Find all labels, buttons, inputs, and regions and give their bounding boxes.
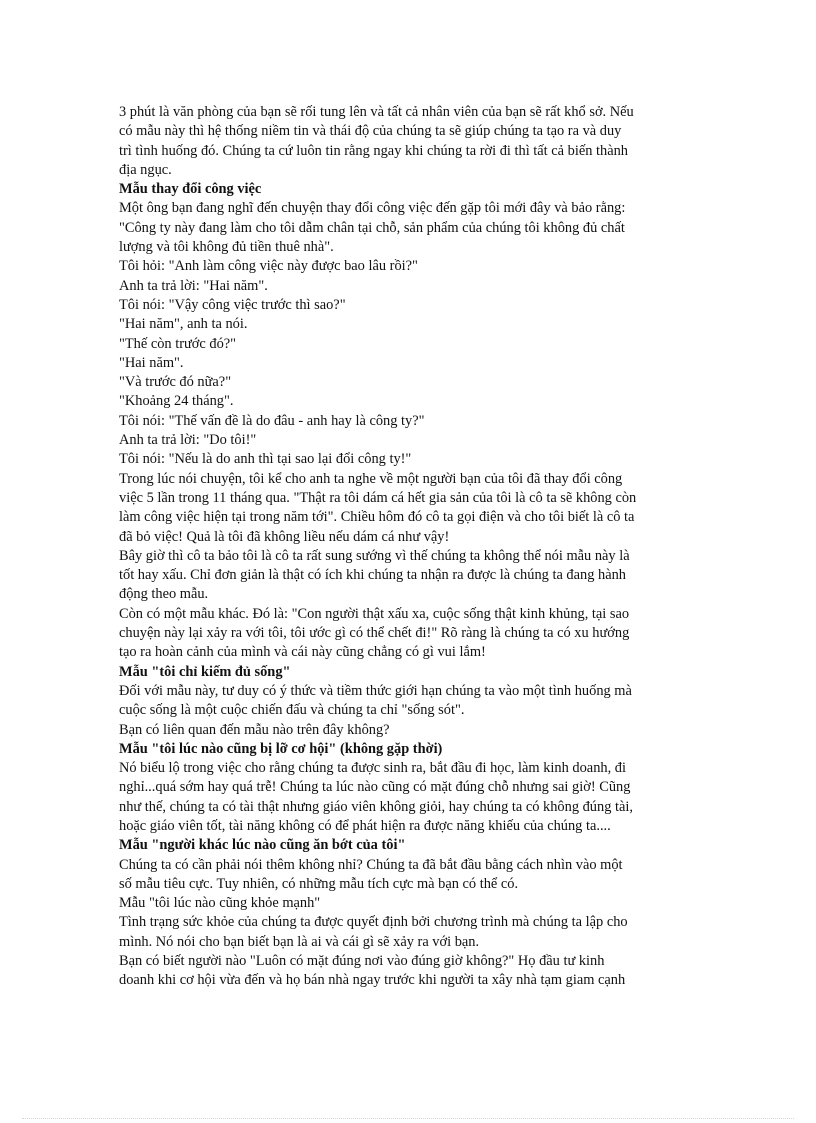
text-line: Anh ta trả lời: "Hai năm". — [119, 277, 268, 294]
text-line: cuộc sống là một cuộc chiến đấu và chúng ta chỉ "sống sót". — [119, 702, 465, 719]
text-line: "Và trước đó nữa?" — [119, 374, 232, 391]
text-line: động theo mẫu. — [119, 586, 209, 603]
section-heading: Mẫu thay đổi công việc — [119, 181, 262, 198]
text-line: Còn có một mẫu khác. Đó là: "Con người thật xấu xa, cuộc sống thật kinh khủng, tại sao — [119, 605, 630, 622]
text-line: Bạn có biết người nào "Luôn có mặt đúng nơi vào đúng giờ không?" Họ đầu tư kinh — [119, 953, 605, 970]
section-heading: Mẫu "tôi chỉ kiếm đủ sống" — [119, 663, 291, 680]
text-line: có mẫu này thì hệ thống niềm tin và thái độ của chúng ta sẽ giúp chúng ta tạo ra và duy — [119, 123, 622, 140]
text-line: địa ngục. — [119, 161, 172, 178]
text-line: Đối với mẫu này, tư duy có ý thức và tiềm thức giới hạn chúng ta vào một tình huống mà — [119, 682, 632, 699]
text-line: lượng và tôi không đủ tiền thuê nhà". — [119, 239, 334, 256]
text-line: mình. Nó nói cho bạn biết bạn là ai và cái gì sẽ xảy ra với bạn. — [119, 933, 480, 950]
text-line: chuyện này lại xảy ra với tôi, tôi ước gì có thể chết đi!" Rõ ràng là chúng ta có xu hướng — [119, 625, 630, 642]
document-page — [119, 103, 701, 991]
text-line: Tôi nói: "Vậy công việc trước thì sao?" — [119, 296, 346, 313]
text-line: nghỉ...quá sớm hay quá trễ! Chúng ta lúc nào cũng có mặt đúng chỗ nhưng sai giờ! Cũng — [119, 779, 631, 796]
text-line: Trong lúc nói chuyện, tôi kể cho anh ta nghe về một người bạn của tôi đã thay đổi công — [119, 470, 623, 487]
text-line: "Khoảng 24 tháng". — [119, 393, 234, 410]
text-line: hoặc giáo viên tốt, tài năng không có để phát hiện ra được năng khiếu của chúng ta.... — [119, 817, 611, 834]
text-line: như thế, chúng ta có tài thật nhưng giáo viên không giỏi, hay chúng ta có không đúng tài, — [119, 798, 633, 815]
text-line: Một ông bạn đang nghĩ đến chuyện thay đổi công việc đến gặp tôi mới đây và bảo rằng: — [119, 200, 626, 217]
section-heading: Mẫu "người khác lúc nào cũng ăn bớt của tôi" — [119, 837, 406, 854]
text-line: "Thế còn trước đó?" — [119, 335, 237, 352]
text-line: Bây giờ thì cô ta bảo tôi là cô ta rất sung sướng vì thế chúng ta không thể nói mẫu này là — [119, 547, 630, 564]
footer-divider — [22, 1118, 794, 1119]
text-line: "Hai năm". — [119, 354, 184, 371]
text-line: Chúng ta có cần phải nói thêm không nhỉ? Chúng ta đã bắt đầu bằng cách nhìn vào một — [119, 856, 623, 873]
text-line: 3 phút là văn phòng của bạn sẽ rối tung lên và tất cả nhân viên của bạn sẽ rất khổ sở. Nếu — [119, 104, 634, 120]
text-line: Tình trạng sức khỏe của chúng ta được quyết định bởi chương trình mà chúng ta lập cho — [119, 914, 628, 931]
text-line: trì tình huống đó. Chúng ta cứ luôn tin rằng ngay khi chúng ta rời đi thì tất cả biến thành — [119, 142, 628, 159]
text-line: làm công việc hiện tại trong năm tới". Chiều hôm đó cô ta gọi điện và cho tôi biết là cô ta — [119, 509, 635, 526]
text-line: Tôi nói: "Thế vấn đề là do đâu - anh hay là công ty?" — [119, 412, 425, 429]
text-line: số mẫu tiêu cực. Tuy nhiên, có những mẫu tích cực mà bạn có thể có. — [119, 875, 519, 892]
text-line: "Công ty này đang làm cho tôi dẫm chân tại chỗ, sản phẩm của chúng tôi không đủ chất — [119, 219, 625, 236]
text-line: tạo ra hoàn cảnh của mình và cái này cũng chẳng có gì vui lắm! — [119, 644, 486, 661]
text-line: đã bỏ việc! Quả là tôi đã không liều nếu dám cá như vậy! — [119, 528, 450, 545]
text-line: việc 5 lần trong 11 tháng qua. "Thật ra tôi dám cá hết gia sản của tôi là cô ta sẽ không còn — [119, 489, 637, 506]
text-line: Nó biểu lộ trong việc cho rằng chúng ta được sinh ra, bắt đầu đi học, làm kinh doanh, đi — [119, 760, 626, 777]
text-line: Bạn có liên quan đến mẫu nào trên đây không? — [119, 721, 390, 738]
text-line: Tôi nói: "Nếu là do anh thì tại sao lại đổi công ty!" — [119, 451, 412, 468]
text-line: Tôi hỏi: "Anh làm công việc này được bao lâu rồi?" — [119, 258, 418, 275]
text-line: doanh khi cơ hội vừa đến và họ bán nhà ngay trước khi người ta xây nhà tạm giam cạnh — [119, 972, 626, 989]
text-line: tốt hay xấu. Chỉ đơn giản là thật có ích khi chúng ta nhận ra được là chúng ta đang hành — [119, 567, 626, 584]
text-line: Anh ta trả lời: "Do tôi!" — [119, 432, 257, 449]
section-heading: Mẫu "tôi lúc nào cũng bị lỡ cơ hội" (không gặp thời) — [119, 740, 443, 757]
text-line: "Hai năm", anh ta nói. — [119, 316, 248, 333]
text-line: Mẫu "tôi lúc nào cũng khỏe mạnh" — [119, 895, 321, 912]
